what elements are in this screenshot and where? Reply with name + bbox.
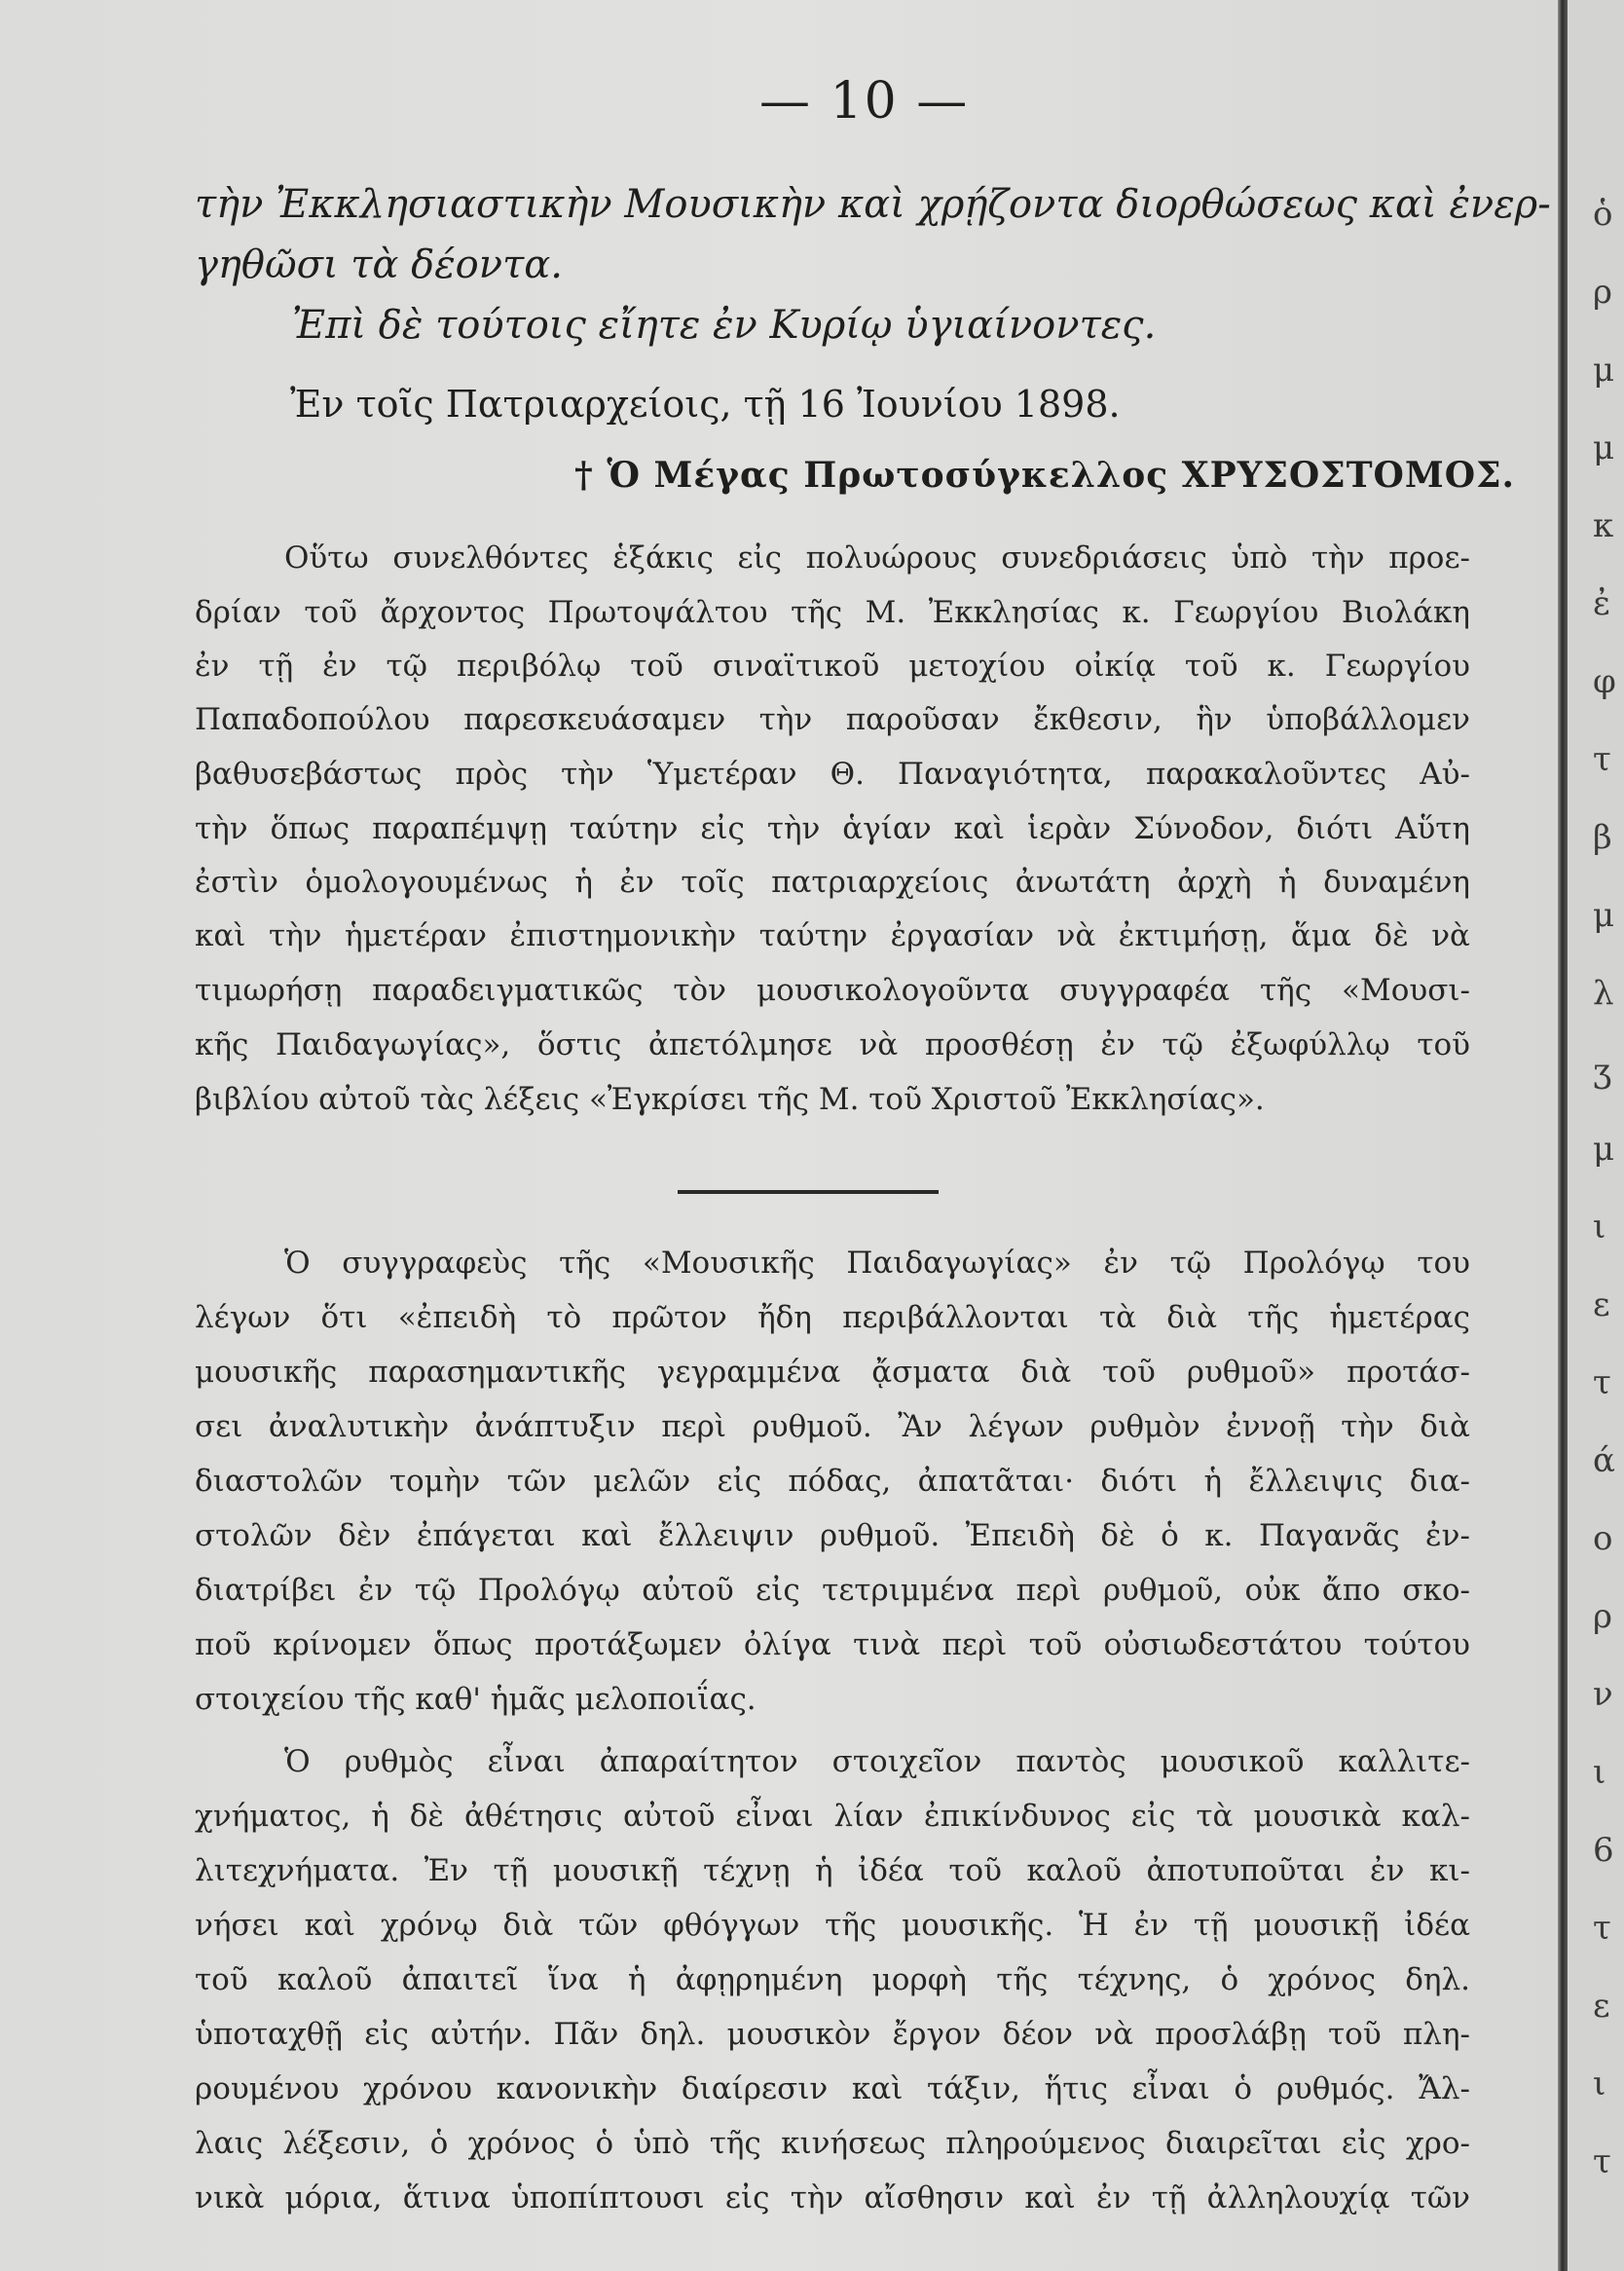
paragraph-line: νήσει καὶ χρόνῳ διὰ τῶν φθόγγων τῆς μουσικῆς. Ἡ ἐν τῇ μουσικῇ ἰδέα (195, 1908, 1470, 1943)
paragraph-line: στολῶν δὲν ἐπάγεται καὶ ἔλλειψιν ρυθμοῦ. Ἐπειδὴ δὲ ὁ κ. Παγανᾶς ἐν- (195, 1518, 1470, 1553)
paragraph-line: βαθυσεβάστως πρὸς τὴν Ὑμετέραν Θ. Παναγιότητα, παρακαλοῦντες Αὐ- (195, 757, 1470, 792)
paragraph-line: ἐν τῇ ἐν τῷ περιβόλῳ τοῦ σιναϊτικοῦ μετοχίου οἰκίᾳ τοῦ κ. Γεωργίου (195, 649, 1470, 684)
paragraph-line: διατρίβει ἐν τῷ Προλόγῳ αὐτοῦ εἰς τετριμμένα περὶ ρυθμοῦ, οὐκ ἄπο σκο- (195, 1573, 1470, 1608)
edge-glyph: 6 (1593, 1831, 1614, 1870)
paragraph-line: Οὕτω συνελθόντες ἑξάκις εἰς πολυώρους συνεδριάσεις ὑπὸ τὴν προε- (284, 540, 1470, 576)
paragraph-line: λαις λέξεσιν, ὁ χρόνος ὁ ὑπὸ τῆς κινήσεως πληρούμενος διαιρεῖται εἰς χρο- (195, 2126, 1470, 2161)
edge-glyph: τ (1593, 1363, 1611, 1402)
edge-glyph: ο (1593, 1519, 1613, 1558)
paragraph-line: λέγων ὅτι «ἐπειδὴ τὸ πρῶτον ἤδη περιβάλλονται τὰ διὰ τῆς ἡμετέρας (195, 1300, 1470, 1335)
edge-glyph: ρ (1593, 1597, 1612, 1636)
edge-glyph: ὁ (1593, 195, 1613, 234)
edge-glyph: λ (1593, 974, 1614, 1013)
page-number: — 10 — (759, 72, 970, 130)
paragraph-line: βιβλίου αὐτοῦ τὰς λέξεις «Ἐγκρίσει τῆς Μ. τοῦ Χριστοῦ Ἐκκλησίας». (195, 1082, 1265, 1117)
letter-line: τὴν Ἐκκλησιαστικὴν Μουσικὴν καὶ χρῄζοντα διορθώσεως καὶ ἐνερ- (195, 182, 1551, 227)
edge-glyph: μ (1593, 428, 1615, 467)
letter-line: Ἐπὶ δὲ τούτοις εἴητε ἐν Κυρίῳ ὑγιαίνοντες. (292, 303, 1157, 348)
edge-glyph: ά (1593, 1441, 1615, 1480)
letter-line: γηθῶσι τὰ δέοντα. (195, 242, 563, 287)
paragraph-line: κῆς Παιδαγωγίας», ὅστις ἀπετόλμησε νὰ προσθέσῃ ἐν τῷ ἐξωφύλλῳ τοῦ (195, 1027, 1470, 1062)
paragraph-line: τιμωρήσῃ παραδειγματικῶς τὸν μουσικολογοῦντα συγγραφέα τῆς «Μουσι- (195, 973, 1470, 1008)
edge-glyph: ι (1593, 2065, 1606, 2103)
edge-glyph: κ (1593, 506, 1614, 545)
edge-glyph: φ (1593, 662, 1616, 701)
paragraph-line: χνήματος, ἡ δὲ ἀθέτησις αὐτοῦ εἶναι λίαν ἐπικίνδυνος εἰς τὰ μουσικὰ καλ- (195, 1799, 1470, 1834)
edge-glyph: ι (1593, 1753, 1606, 1792)
edge-glyph: τ (1593, 740, 1611, 779)
paragraph-line: καὶ τὴν ἡμετέραν ἐπιστημονικὴν ταύτην ἐργασίαν νὰ ἐκτιμήσῃ, ἅμα δὲ νὰ (195, 918, 1470, 953)
paragraph-line: ἐστὶν ὁμολογουμένως ἡ ἐν τοῖς πατριαρχείοις ἀνωτάτη ἀρχὴ ἡ δυναμένη (195, 865, 1470, 900)
paragraph-line: σει ἀναλυτικὴν ἀνάπτυξιν περὶ ρυθμοῦ. Ἂν λέγων ρυθμὸν ἐννοῇ τὴν διὰ (195, 1409, 1470, 1444)
book-gutter (1558, 0, 1568, 2271)
paragraph-line: ὑποταχθῇ εἰς αὐτήν. Πᾶν δηλ. μουσικὸν ἔργον δέον νὰ προσλάβῃ τοῦ πλη- (195, 2017, 1470, 2052)
edge-glyph: ρ (1593, 273, 1612, 312)
edge-glyph: ε (1593, 1285, 1610, 1324)
place-date: Ἐν τοῖς Πατριαρχείοις, τῇ 16 Ἰουνίου 1898. (290, 383, 1121, 426)
edge-glyph: μ (1593, 351, 1615, 390)
paragraph-line: δρίαν τοῦ ἄρχοντος Πρωτοψάλτου τῆς Μ. Ἐκκλησίας κ. Γεωργίου Βιολάκη (195, 595, 1470, 630)
paragraph-line: λιτεχνήματα. Ἐν τῇ μουσικῇ τέχνῃ ἡ ἰδέα τοῦ καλοῦ ἀποτυποῦται ἐν κι- (195, 1853, 1470, 1888)
edge-glyph: β (1593, 818, 1612, 857)
paragraph-line: ρουμένου χρόνου κανονικὴν διαίρεσιν καὶ τάξιν, ἥτις εἶναι ὁ ρυθμός. Ἄλ- (195, 2071, 1470, 2106)
paragraph-line: μουσικῆς παρασημαντικῆς γεγραμμένα ᾄσματα διὰ τοῦ ρυθμοῦ» προτάσ- (195, 1355, 1470, 1390)
edge-glyph: τ (1593, 1909, 1611, 1948)
paragraph-line: Ὁ ρυθμὸς εἶναι ἀπαραίτητον στοιχεῖον παντὸς μουσικοῦ καλλιτε- (284, 1744, 1470, 1779)
paragraph-line: στοιχείου τῆς καθ' ἡμᾶς μελοποιΐας. (195, 1682, 757, 1717)
paragraph-line: διαστολῶν τομὴν τῶν μελῶν εἰς πόδας, ἀπατᾶται· διότι ἡ ἔλλειψις δια- (195, 1464, 1470, 1499)
edge-glyph: ʒ (1593, 1052, 1612, 1091)
paragraph-line: Παπαδοπούλου παρεσκευάσαμεν τὴν παροῦσαν ἔκθεσιν, ἣν ὑποβάλλομεν (195, 702, 1470, 737)
paragraph-line: νικὰ μόρια, ἅτινα ὑποπίπτουσι εἰς τὴν αἴσθησιν καὶ ἐν τῇ ἀλληλουχίᾳ τῶν (195, 2180, 1470, 2215)
signature: † Ὁ Μέγας Πρωτοσύγκελλος ΧΡΥΣΟΣΤΟΜΟΣ. (574, 455, 1516, 496)
paragraph-line: τὴν ὅπως παραπέμψῃ ταύτην εἰς τὴν ἁγίαν καὶ ἱερὰν Σύνοδον, διότι Αὕτη (195, 811, 1470, 846)
edge-glyph: ν (1593, 1675, 1613, 1714)
edge-glyph: ι (1593, 1208, 1606, 1247)
section-divider (678, 1190, 939, 1194)
paragraph-line: Ὁ συγγραφεὺς τῆς «Μουσικῆς Παιδαγωγίας» ἐν τῷ Προλόγῳ του (284, 1246, 1470, 1281)
edge-glyph: μ (1593, 1130, 1615, 1169)
edge-glyph: ἐ (1593, 584, 1611, 623)
edge-glyph: ε (1593, 1987, 1610, 2026)
edge-glyph: τ (1593, 2142, 1611, 2181)
paragraph-line: ποῦ κρίνομεν ὅπως προτάξωμεν ὀλίγα τινὰ περὶ τοῦ οὐσιωδεστάτου τούτου (195, 1627, 1470, 1662)
edge-glyph: μ (1593, 896, 1615, 935)
paragraph-line: τοῦ καλοῦ ἀπαιτεῖ ἵνα ἡ ἀφῃρημένη μορφὴ τῆς τέχνης, ὁ χρόνος δηλ. (195, 1962, 1470, 1997)
